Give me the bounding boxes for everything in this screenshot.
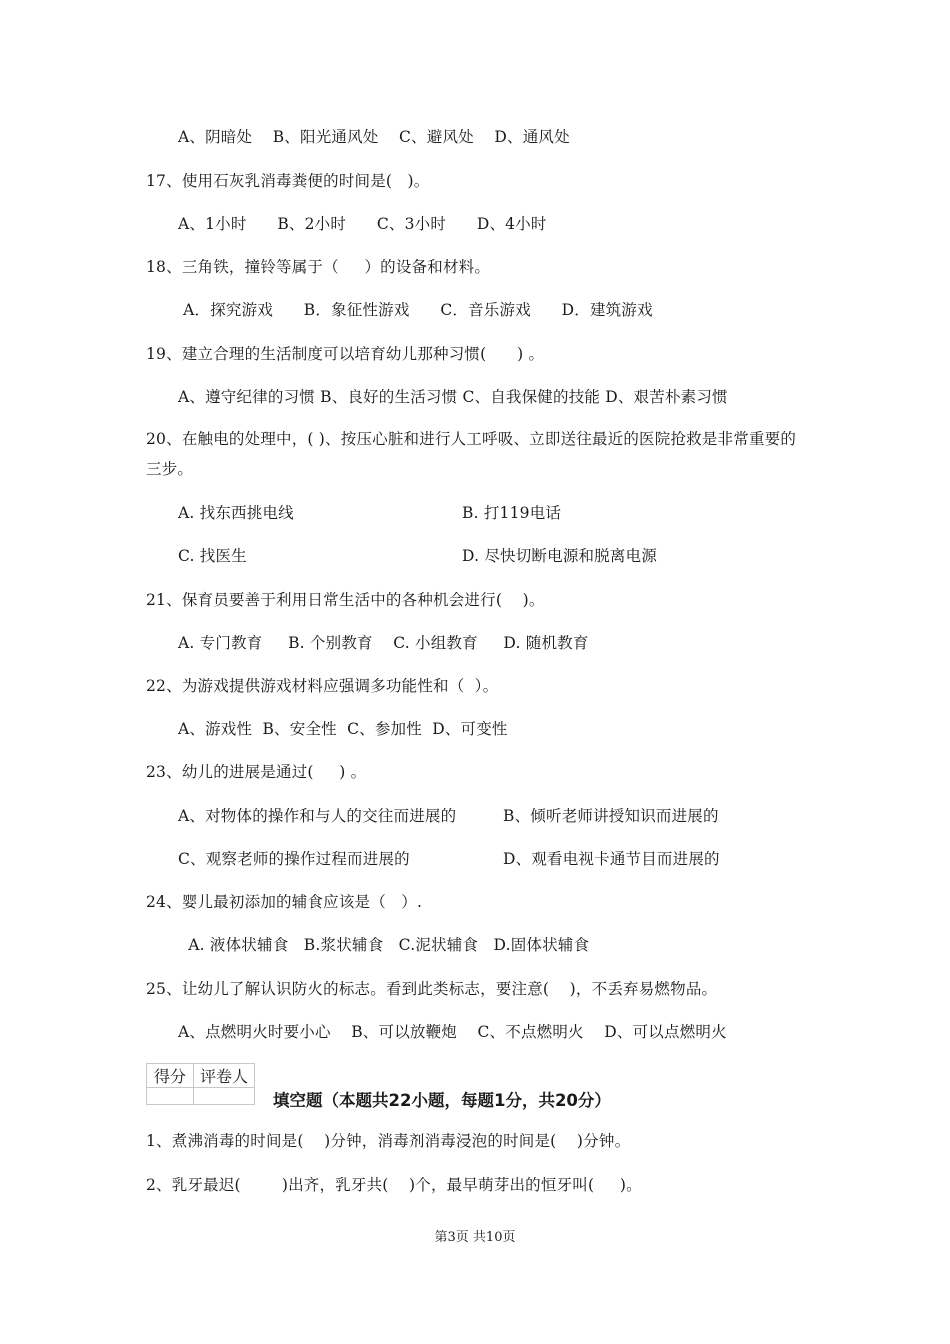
question-21: 21、保育员要善于利用日常生活中的各种机会进行( )。 [146, 591, 545, 609]
grader-cell [194, 1088, 255, 1105]
q17-options: A、1小时 B、2小时 C、3小时 D、4小时 [178, 215, 547, 233]
fill-question-1: 1、煮沸消毒的时间是( )分钟，消毒剂消毒浸泡的时间是( )分钟。 [146, 1132, 631, 1150]
q20-option-d: D. 尽快切断电源和脱离电源 [462, 547, 658, 565]
q25-options: A、点燃明火时要小心 B、可以放鞭炮 C、不点燃明火 D、可以点燃明火 [178, 1023, 727, 1041]
q23-option-a: A、对物体的操作和与人的交往而进展的 [178, 807, 457, 825]
q20-option-b: B. 打119电话 [462, 504, 562, 522]
score-header: 得分 [147, 1064, 194, 1088]
question-17: 17、使用石灰乳消毒粪便的时间是( )。 [146, 172, 430, 190]
question-20: 20、在触电的处理中，( )、按压心脏和进行人工呼吸、立即送往最近的医院抢救是非常重要的三步。 [146, 430, 797, 478]
q16-options: A、阴暗处 B、阳光通风处 C、避风处 D、通风处 [178, 128, 570, 146]
q21-options: A. 专门教育 B. 个别教育 C. 小组教育 D. 随机教育 [178, 634, 589, 652]
q24-options: A. 液体状辅食 B.浆状辅食 C.泥状辅食 D.固体状辅食 [178, 936, 590, 954]
page-footer: 第3页 共10页 [434, 1230, 516, 1245]
grader-header: 评卷人 [194, 1064, 255, 1088]
q23-option-c: C、观察老师的操作过程而进展的 [178, 850, 410, 868]
q20-option-a: A. 找东西挑电线 [178, 504, 294, 522]
q23-option-b: B、倾听老师讲授知识而进展的 [503, 807, 719, 825]
question-18: 18、三角铁，撞铃等属于（ ）的设备和材料。 [146, 258, 491, 276]
q20-option-c: C. 找医生 [178, 547, 247, 565]
question-25: 25、让幼儿了解认识防火的标志。看到此类标志，要注意( )，不丢弃易燃物品。 [146, 980, 718, 998]
section-title: 填空题（本题共22小题，每题1分，共20分） [273, 1091, 611, 1110]
score-cell [147, 1088, 194, 1105]
fill-question-2: 2、乳牙最迟( )出齐，乳牙共( )个，最早萌芽出的恒牙叫( )。 [146, 1176, 642, 1194]
q19-options: A、遵守纪律的习惯 B、良好的生活习惯 C、自我保健的技能 D、艰苦朴素习惯 [178, 388, 728, 406]
q22-options: A、游戏性 B、安全性 C、参加性 D、可变性 [178, 720, 508, 738]
question-19: 19、建立合理的生活制度可以培育幼儿那种习惯( ) 。 [146, 345, 545, 363]
question-23: 23、幼儿的进展是通过( ) 。 [146, 763, 367, 781]
score-table [146, 1063, 255, 1105]
q23-option-d: D、观看电视卡通节目而进展的 [503, 850, 720, 868]
question-24: 24、婴儿最初添加的辅食应该是（ ）. [146, 893, 423, 911]
question-22: 22、为游戏提供游戏材料应强调多功能性和（ ）。 [146, 677, 499, 695]
q18-options: A．探究游戏 B．象征性游戏 C．音乐游戏 D．建筑游戏 [178, 301, 653, 319]
